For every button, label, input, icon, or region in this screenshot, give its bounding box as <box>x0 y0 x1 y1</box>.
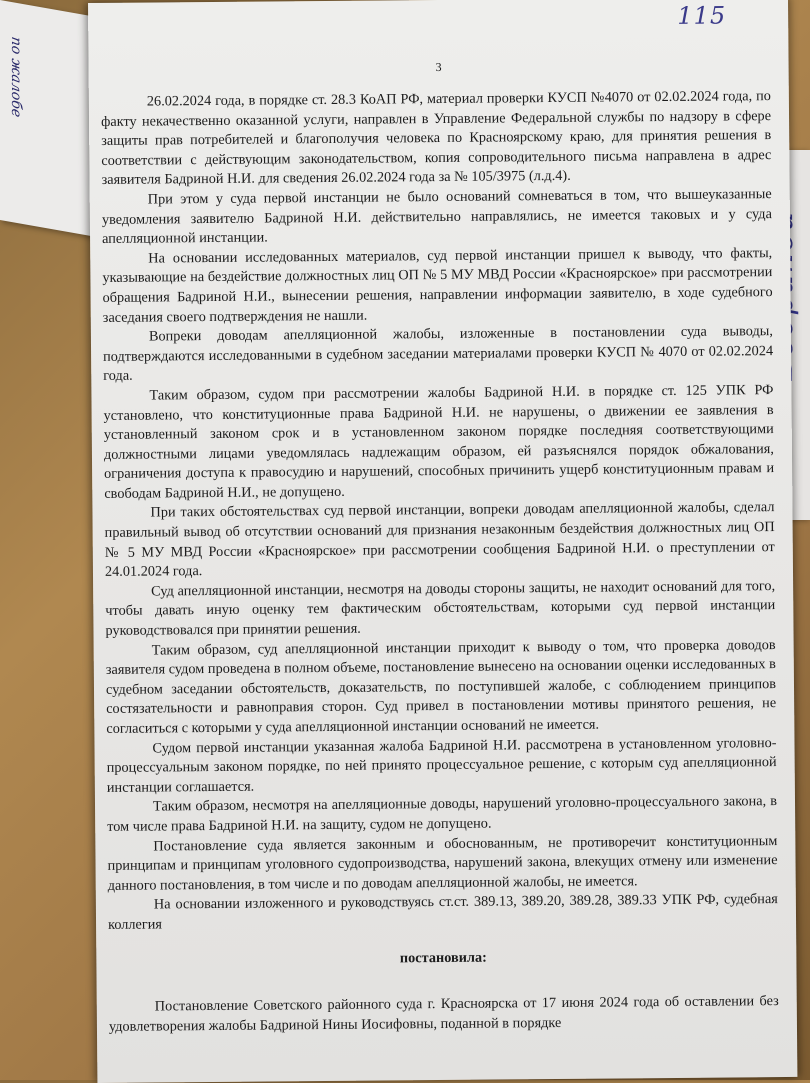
paragraph-9: Судом первой инстанции указанная жалоба Бадриной Н.И. рассмотрена в установленном уголовно-процессуальным законом порядке, по ней принято процессуальное решение, с которым суд апелляционной инстанции соглашается. <box>106 734 777 796</box>
paragraph-6: При таких обстоятельствах суд первой инстанции, вопреки доводам апелляционной жалобы, сделал правильный вывод об отсутствии оснований для признания незаконным бездействия должностных лиц ОП № 5 МУ МВД России «Красноярское» при рассмотрении сообщения Бадриной Н.И. о преступлении от 24.01.2024 года. <box>104 499 775 581</box>
resolution-heading: постановила: <box>399 949 487 966</box>
final-paragraph: Постановление Советского районного суда г. Красноярска от 17 июня 2024 года об оставлении без удовлетворения жалобы Бадриной Нины Иосифовны, поданной в порядке <box>108 993 779 1035</box>
paragraph-1: 26.02.2024 года, в порядке ст. 28.3 КоАП РФ, материал проверки КУСП №4070 от 02.02.2024 года, по факту некачественно оказанной услуги, направлен в Управление Федеральной службы по надзору в сфере защиты прав потребителей и благополучия человека по Красноярскому краю, для принятия решения в соответствии с действующим законодательством, копия сопроводительного письма направлена в адрес заявителя Бадриной Н.И. для сведения 26.02.2024 года за № 105/3975 (л.д.4). <box>100 88 772 189</box>
document-page <box>88 0 797 1083</box>
paragraph-2: При этом у суда первой инстанции не было оснований сомневаться в том, что вышеуказанные уведомления заявителю Бадриной Н.И. действительно направлялись, не имеется таковых и у суда апелляционной инстанции. <box>101 186 772 248</box>
paragraph-10: Таким образом, несмотря на апелляционные доводы, нарушений уголовно-процессуального закона, в том числе права Бадриной Н.И. на защиту, судом не допущено. <box>107 793 778 835</box>
paragraph-5: Таким образом, судом при рассмотрении жалобы Бадриной Н.И. в порядке ст. 125 УПК РФ установлено, что конституционные права Бадриной Н.И. не нарушены, о движении ее заявления в установленный законом срок и в установленном законом порядке последняя соответствующими должностными лицами уведомлялась надлежащим образом, ей разъяснялся порядок обжалования, ограничения доступа к правосудию и нарушений, способных причинить ущерб конституционным правам и свободам Бадриной Н.И., не допущено. <box>103 381 775 502</box>
page-number: 3 <box>435 59 442 75</box>
paragraph-8: Таким образом, суд апелляционной инстанции приходит к выводу о том, что проверка доводов заявителя судом проведена в полном объеме, постановление вынесено на основании оценки исследованных в судебном заседании обстоятельств, доказательств, по поступившей жалобе, с соблюдением принципов состязательности и равноправия сторон. Суд привел в постановлении мотивы принятого решения, не согласиться с которыми у суда апелляционной инстанции оснований не имеется. <box>105 636 777 737</box>
handwritten-page-number: 115 <box>677 1 727 30</box>
paragraph-4: Вопреки доводам апелляционной жалобы, изложенные в постановлении суда выводы, подтверждаются исследованными в судебном заседании материалами проверки КУСП № 4070 от 02.02.2024 года. <box>103 323 774 385</box>
left-sheet-handwriting: по жалобе <box>8 35 24 119</box>
paragraph-11: Постановление суда является законным и обоснованным, не противоречит конституционным принципам и принципам уголовного судопроизводства, нарушений закона, влекущих отмену или изменение данного постановления, в том числе и по доводам апелляционной жалобы, не имеется. <box>107 832 778 894</box>
paragraph-3: На основании исследованных материалов, суд первой инстанции пришел к выводу, что факты, указывающие на бездействие должностных лиц ОП № 5 МУ МВД России «Красноярское» при рассмотрении обращения Бадриной Н.И., вынесении решения, направлении информации заявителю, в ходе судебного заседания своего подтверждения не нашли. <box>102 244 773 326</box>
document-body <box>101 87 779 1037</box>
paragraph-7: Суд апелляционной инстанции, несмотря на доводы стороны защиты, не находит оснований для того, чтобы давать иную оценку тем фактическим обстоятельствам, которыми суд первой инстанции руководствовался при принятии решения. <box>105 577 776 639</box>
paragraph-12: На основании изложенного и руководствуясь ст.ст. 389.13, 389.20, 389.28, 389.33 УПК РФ, судебная коллегия <box>107 891 778 933</box>
